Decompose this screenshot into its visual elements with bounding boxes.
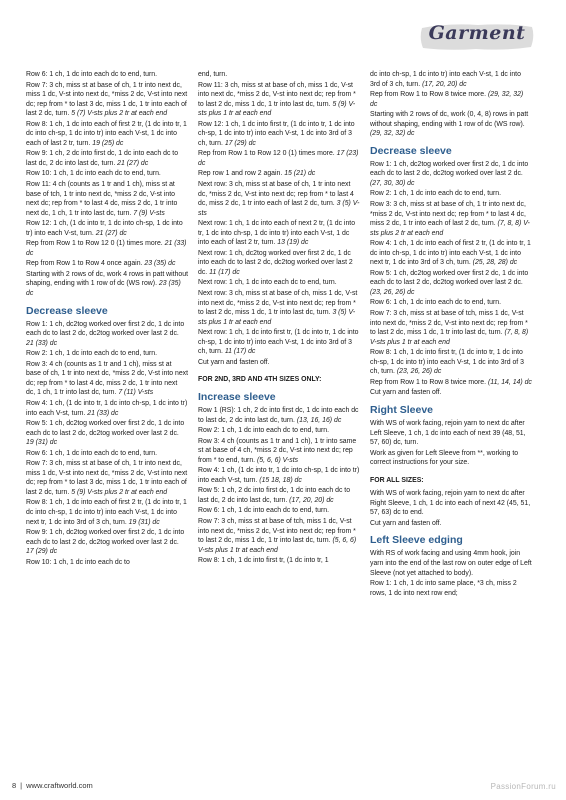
dec-row-5: Row 5: 1 ch, dc2tog worked over first 2 dc, 1 dc into each dc to last 2 dc, dc2tog worked over last 2 dc. (26, 420, 185, 437)
dec2-row-7-count: (7, 8, 8) V-sts plus 1 tr at each end (370, 329, 529, 346)
fasten-off-2: Cut yarn and fasten off. (370, 389, 442, 397)
row-9: Row 9: 1 ch, 2 dc into first dc, 1 dc into each dc to last dc, 2 dc into last dc, turn. (26, 150, 179, 167)
patt-count-2: (29, 32, 32) dc (370, 130, 415, 138)
dec-row-11: Row 11: 3 ch, miss st at base of ch, miss 1 dc, V-st into next dc, *miss 2 dc, V-st into next dc; rep from * to last 2 dc, miss 1 dc, 1 tr into last dc, turn. (198, 81, 356, 108)
heading-decrease-sleeve-2: Decrease sleeve (370, 144, 452, 157)
dec2-row-8: Row 8: 1 ch, 1 dc into first tr, (1 dc into tr, 1 dc into ch-sp, 1 dc into tr) into each V-st, 1 dc into 3rd of 3 ch, turn. (370, 349, 524, 376)
dec-row-1: Row 1: 1 ch, dc2tog worked over first 2 dc, 1 dc into each dc to last 2 dc, dc2tog worked over last 2 dc. (26, 320, 185, 338)
next-row-2-count: 13 (19) dc (277, 239, 309, 247)
next-row-3: Next row: 1 ch, dc2tog worked over first 2 dc, 1 dc into each dc to last 2 dc, dc2tog worked over last 2 dc. (198, 249, 353, 276)
dec-row-3-count: 7 (11) V-sts (118, 389, 154, 397)
next-row-5: Next row: 3 ch, miss st at base of ch, miss 1 dc, V-st into next dc, *miss 2 dc, V-st into next dc; rep from * to last 2 dc, miss 1 dc, 1 tr into last dc, turn. (198, 290, 358, 317)
inc-row-1-count: (13, 16, 16) dc (296, 416, 342, 424)
dec-row-12-count: 17 (29) dc (224, 139, 256, 147)
next-row-1-count: 3 (5) V-sts (198, 200, 360, 217)
inc-row-4: Row 4: 1 ch, (1 dc into tr, 1 dc into ch-sp, 1 dc into tr) into each V-st, turn. (198, 467, 360, 484)
right-sleeve-text-1: With WS of work facing, rejoin yarn to next dc after Left Sleeve, 1 ch, 1 dc into each of next 39 (48, 51, 57, 60) dc, turn. (370, 419, 526, 447)
dec-row-5-count: 19 (31) dc (26, 439, 58, 447)
dec-row-6: Row 6: 1 ch, 1 dc into each dc to end, turn. (26, 449, 157, 457)
row-12: Row 12: 1 ch, (1 dc into tr, 1 dc into ch-sp, 1 dc into tr) into each V-st, turn. (26, 220, 183, 237)
row-8-count: 19 (25) dc (92, 139, 124, 147)
subheading-sizes: FOR 2ND, 3RD AND 4TH SIZES ONLY: (198, 376, 322, 384)
repeat-count-4: 15 (21) dc (284, 170, 316, 178)
dec2-row-8-count: (23, 26, 26) dc (396, 368, 442, 376)
row-11: Row 11: 4 ch (counts as 1 tr and 1 ch), miss st at base of tch, 1 tr into next dc, *miss 2 dc, V-st into next dc; rep from * to last 4 dc, miss 2 dc, 1 tr into next dc, 1 ch, 1 tr into last dc, turn. (26, 181, 178, 217)
repeat-note-4: Rep row 1 and row 2 again. (198, 170, 283, 178)
dec-row-7: Row 7: 3 ch, miss st at base of ch, 1 tr into next dc, miss 1 dc, V-st into next dc, *miss 2 dc, V-st into next dc; rep from * to last 3 dc, miss 1 dc, 1 tr into each of last 2 dc, turn. (26, 460, 188, 496)
inc-row-4-count: (15 18, 18) dc (259, 476, 302, 484)
next-row-6: Next row: 1 ch, 1 dc into first tr, (1 dc into tr, 1 dc into ch-sp, 1 dc into tr) into each V-st, 1 dc into 3rd of 3 ch, turn. (198, 329, 359, 356)
dec2-row-7: Row 7: 3 ch, miss st at base of tch, miss 1 dc, V-st into next dc, *miss 2 dc, V-st into next dc; rep from * to last 2 dc, miss 1 dc, 1 tr into last dc, turn. (370, 310, 528, 337)
inc-row-7: Row 7: 3 ch, miss st at base of tch, miss 1 dc, V-st into next dc, *miss 2 dc, V-st into next dc; rep from * to last 2 dc, miss 1 dc, 1 tr into last dc, turn. (198, 517, 356, 545)
inc-row-2: Row 2: 1 ch, 1 dc into each dc to end, turn. (198, 427, 329, 435)
inc-row-6: Row 6: 1 ch, 1 dc into each dc to end, turn. (198, 507, 329, 515)
row-7: Row 7: 3 ch, miss st at base of ch, 1 tr into next dc, miss 1 dc, V-st into next dc, *miss 2 dc, V-st into next dc; rep from * to last 3 dc, miss 1 dc, 1 tr into each of last 2 dc, turn. (26, 81, 188, 118)
dec2-row-5-count: (23, 26, 26) dc (370, 288, 415, 296)
dec-row-4: Row 4: 1 ch, (1 dc into tr, 1 dc into ch-sp, 1 dc into tr) into each V-st, turn. (26, 399, 188, 417)
column-3 (370, 70, 532, 599)
inc-row-3-count: (5, 6, 6) V-sts (257, 456, 299, 464)
patt-count: 23 (35) dc (26, 280, 181, 298)
page-number: 8 (12, 781, 17, 790)
heading-increase-sleeve: Increase sleeve (198, 390, 276, 403)
edging-text-1: With RS of work facing and using 4mm hook, join yarn into the end of the last row on outer edge of Left Sleeve (not yet attached to body). (370, 550, 532, 577)
watermark: PassionForum.ru (490, 782, 556, 791)
repeat-count-6: (11, 14, 14) dc (487, 378, 532, 386)
inc-row-5-count: (17, 20, 20) dc (289, 496, 334, 504)
column-1 (26, 70, 188, 568)
dec-row-9-count: 17 (29) dc (26, 548, 58, 556)
dec-row-7-count: 5 (9) V-sts plus 2 tr at each end (71, 488, 168, 496)
footer-separator: | (20, 781, 23, 790)
dec2-row-2: Row 2: 1 ch, 1 dc into each dc to end, turn. (370, 190, 501, 198)
repeat-note: Rep from Row 1 to Row 12 0 (1) times more. (26, 240, 163, 248)
dec2-row-1-count: (27, 30, 30) dc (370, 179, 415, 187)
repeat-count: 21 (33) dc (26, 240, 187, 257)
inc-row-8-cont: dc into ch-sp, 1 dc into tr) into each V-st, 1 dc into 3rd of 3 ch, turn. (370, 71, 521, 88)
fasten-off: Cut yarn and fasten off. (198, 358, 270, 366)
row-8: Row 8: 1 ch, 1 dc into each of first 2 tr, (1 dc into tr, 1 dc into ch-sp, 1 dc into tr) into each V-st, 1 dc into each of last 2 tr, turn. (26, 120, 187, 147)
patt-note: Starting with 2 rows of dc, work 4 rows in patt without shaping, ending with 1 row of dc (WS row). (26, 270, 188, 288)
next-row-3-count: 11 (17) dc (209, 268, 240, 276)
dec-row-10-cont: end, turn. (198, 71, 228, 78)
repeat-count-5: (29, 32, 32) dc (370, 91, 524, 108)
inc-row-8-count: (17, 20, 20) dc (422, 80, 467, 88)
dec-row-11-count: 5 (9) V-sts plus 1 tr at each end (198, 100, 356, 118)
inc-row-3: Row 3: 4 ch (counts as 1 tr and 1 ch), 1 tr into same st at base of 4 ch, *miss 2 dc, V-st into next dc; rep from * to end, turn. (198, 437, 357, 464)
subheading-all-sizes: FOR ALL SIZES: (370, 476, 424, 484)
dec-row-2: Row 2: 1 ch, 1 dc into each dc to end, turn. (26, 350, 157, 358)
repeat-note-2: Rep from Row 1 to Row 4 once again. (26, 260, 143, 268)
dec-row-10: Row 10: 1 ch, 1 dc into each dc to (26, 558, 130, 566)
dec-row-3: Row 3: 4 ch (counts as 1 tr and 1 ch), miss st at base of ch, 1 tr into next dc, *miss 2 dc, V-st into next dc; rep from * to last 4 dc, miss 2 dc, 1 tr into next dc, 1 ch, 1 tr into last dc, turn. (26, 360, 189, 397)
row-7-count: 5 (7) V-sts plus 2 tr at each end (71, 110, 168, 118)
dec2-row-4-count: (25, 28, 28) dc (472, 259, 518, 267)
edging-row-1: Row 1: 1 ch, 1 dc into same place, *3 ch, miss 2 rows, 1 dc into next row end; (370, 580, 517, 597)
next-row-1: Next row: 3 ch, miss st at base of ch, 1 tr into next dc, *miss 2 dc, V-st into next dc; rep from * to last 4 dc, miss 2 dc, 1 tr into each of last 2 dc, turn. (198, 181, 354, 208)
all-sizes-text-2: Cut yarn and fasten off. (370, 519, 442, 527)
all-sizes-text-1: With WS of work facing, rejoin yarn to next dc after Right Sleeve, 1 ch, 1 dc into each of next 42 (45, 51, 57, 63) dc to end. (370, 490, 531, 517)
next-row-2: Next row: 1 ch, 1 dc into each of next 2 tr, (1 dc into tr, 1 dc into ch-sp, 1 dc into tr) into each V-st, 1 dc into each of last 2 tr, turn. (198, 220, 356, 247)
dec2-row-3: Row 3: 3 ch, miss st at base of ch, 1 tr into next dc, *miss 2 dc, V-st into next dc; rep from * to last 4 dc, miss 2 dc, 1 tr into each of last 2 dc, turn. (370, 201, 526, 228)
next-row-5-count: 3 (5) V-sts plus 1 tr at each end (198, 309, 356, 326)
repeat-count-3: 17 (23) dc (198, 150, 359, 167)
dec2-row-1: Row 1: 1 ch, dc2tog worked over first 2 dc, 1 dc into each dc to last 2 dc, dc2tog worked over last 2 dc. (370, 160, 529, 178)
dec-row-8: Row 8: 1 ch, 1 dc into each of first 2 tr, (1 dc into tr, 1 dc into ch-sp, 1 dc into tr) into each V-st, 1 dc into next tr, 1 dc into 3rd of 3 ch, turn. (26, 499, 187, 526)
dec-row-4-count: 21 (33) dc (87, 409, 119, 417)
row-9-count: 21 (27) dc (117, 159, 149, 167)
dec2-row-5: Row 5: 1 ch, dc2tog worked over first 2 dc, 1 dc into each dc to last 2 dc, dc2tog worked over last 2 dc. (370, 269, 529, 287)
right-sleeve-text-2: Work as given for Left Sleeve from **, working to correct instructions for your size. (370, 449, 519, 467)
inc-row-8: Row 8: 1 ch, 1 dc into first tr, (1 dc into tr, 1 (198, 557, 329, 565)
column-2 (198, 70, 360, 567)
row-11-count: 7 (9) V-sts (133, 209, 165, 217)
inc-row-1: Row 1 (RS): 1 ch, 2 dc into first dc, 1 dc into each dc to last dc, 2 dc into last dc, turn. (198, 406, 359, 424)
patt-note-2: Starting with 2 rows of dc, work (0, 4, 8) rows in patt without shaping, ending with 1 row of dc (WS row). (370, 111, 529, 128)
row-6: Row 6: 1 ch, 1 dc into each dc to end, turn. (26, 71, 157, 78)
footer-url[interactable]: www.craftworld.com (26, 781, 93, 790)
dec2-row-6: Row 6: 1 ch, 1 dc into each dc to end, turn. (370, 299, 501, 307)
repeat-note-6: Rep from Row 1 to Row 8 twice more. (370, 378, 487, 386)
heading-right-sleeve: Right Sleeve (370, 403, 434, 416)
repeat-count-2: 23 (35) dc (144, 260, 176, 268)
dec-row-1-count: 21 (33) dc (26, 339, 58, 347)
repeat-note-5: Rep from Row 1 to Row 8 twice more. (370, 91, 487, 99)
dec-row-12: Row 12: 1 ch, 1 dc into first tr, (1 dc into tr, 1 dc into ch-sp, 1 dc into tr) into each V-st, 1 dc into 3rd of 3 ch, turn. (198, 120, 355, 147)
inc-row-7-count: (5, 6, 6) V-sts plus 1 tr at each end (198, 537, 357, 554)
next-row-6-count: 11 (17) dc (224, 348, 256, 356)
row-10: Row 10: 1 ch, 1 dc into each dc to end, turn. (26, 170, 161, 178)
section-banner (418, 20, 536, 54)
row-12-count: 21 (27) dc (95, 229, 127, 237)
dec2-row-4: Row 4: 1 ch, 1 dc into each of first 2 tr, (1 dc into tr, 1 dc into ch-sp, 1 dc into tr) into each V-st, 1 dc into next tr, 1 dc into 3rd of 3 ch, turn. (370, 240, 531, 267)
dec2-row-3-count: (7, 8, 8) V-sts plus 2 tr at each end (370, 220, 530, 237)
next-row-4: Next row: 1 ch, 1 dc into each dc to end, turn. (198, 279, 337, 287)
dec-row-9: Row 9: 1 ch, dc2tog worked over first 2 dc, 1 dc into each dc to last 2 dc, dc2tog worked over last 2 dc. (26, 529, 185, 546)
page-footer (12, 781, 93, 790)
repeat-note-3: Rep from Row 1 to Row 12 0 (1) times more. (198, 150, 335, 158)
inc-row-5: Row 5: 1 ch, 2 dc into first dc, 1 dc into each dc to last dc, 2 dc into last dc, turn. (198, 487, 351, 504)
section-title: Garment (428, 22, 526, 44)
heading-left-sleeve-edging: Left Sleeve edging (370, 534, 463, 547)
dec-row-8-count: 19 (31) dc (128, 518, 160, 526)
heading-decrease-sleeve: Decrease sleeve (26, 304, 108, 317)
